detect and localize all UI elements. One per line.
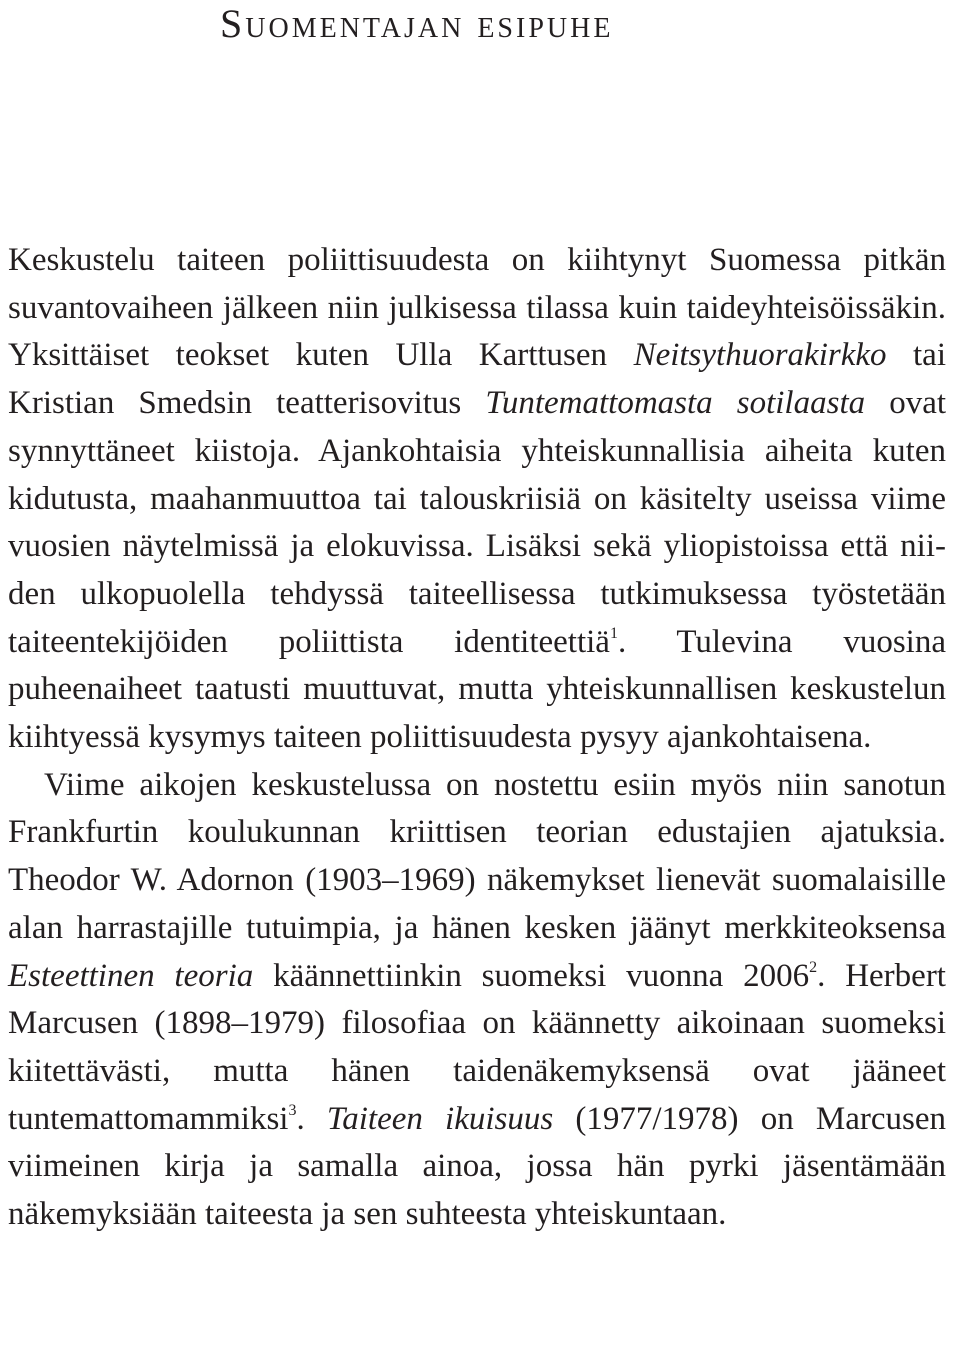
- text-segment: . Tulevina vuosina puheenaiheet taatusti muuttuvat, mutta yhteiskunnallisen keskustelun kiihtyessä kysymys taiteen poliittisuudesta pysyy ajankohtaisena.: [8, 623, 946, 756]
- text-segment: .: [296, 1100, 327, 1137]
- text-segment: ovat synnyttäneet kiistoja. Ajankohtaisia yhteiskunnallisia aiheita kuten kidutusta, maahanmuuttoa tai talouskriisiä on käsitelty useissa viime vuosien näytelmissä ja elokuvissa. Lisäksi sekä yliopistoissa että niiden ulkopuolella tehdyssä taiteellisessa tutkimuksessa työstetään taiteentekijöiden poliittista identiteettiä: [8, 385, 947, 660]
- text-segment: . Herbert Marcusen (1898–1979) filosofiaa on käännetty aikoinaan suomeksi kiitettävästi, mutta hänen taidenäkemyksensä ovat jääneet tuntemattomammiksi: [8, 957, 946, 1137]
- work-title-neitsythuorakirkko: Neitsythuorakirkko: [633, 337, 887, 374]
- work-title-esteettinen-teoria: Esteettinen teoria: [8, 957, 254, 994]
- text-segment: Keskustelu taiteen poliittisuudesta on kiihtynyt Suomessa pitkän suvantovaiheen jälkeen niin julkisessa tilassa kuin taideyhteisöissäkin. Yksittäiset teokset kuten Ulla Karttusen: [8, 242, 946, 374]
- text-segment: tai Kristian Smedsin teatterisovitus: [8, 337, 946, 422]
- work-title-taiteen-ikuisuus: Taiteen ikuisuus: [326, 1100, 554, 1137]
- text-segment: Viime aikojen keskustelussa on nostettu esiin myös niin sanotun Frankfurtin koulukunnan kriittisen teorian edustajien ajatuksia. Theodor W. Adornon (1903–1969) näkemykset lienevät suomalaisille alan harrastajille tutuimpia, ja hänen kesken jäänyt merkkiteoksensa: [8, 766, 946, 946]
- work-title-tuntemattomasta-sotilaasta: Tuntemattomasta sotilaasta: [485, 385, 866, 422]
- footnote-marker-3[interactable]: 3: [288, 1101, 297, 1119]
- body-text: [8, 237, 946, 1239]
- text-segment: (1977/1978) on Marcusen viimeinen kirja ja samalla ainoa, jossa hän pyrki jäsentämään näkemyksiään taiteesta ja sen suhteesta yhteiskuntaan.: [8, 1100, 947, 1233]
- paragraph-1: [8, 237, 946, 762]
- footnote-marker-2[interactable]: 2: [809, 958, 818, 976]
- paragraph-2: [8, 762, 946, 1239]
- text-segment: käännettiinkin suomeksi vuonna 2006: [253, 957, 810, 994]
- chapter-title: Suomentajan esipuhe: [220, 1, 614, 46]
- footnote-marker-1[interactable]: 1: [609, 624, 618, 642]
